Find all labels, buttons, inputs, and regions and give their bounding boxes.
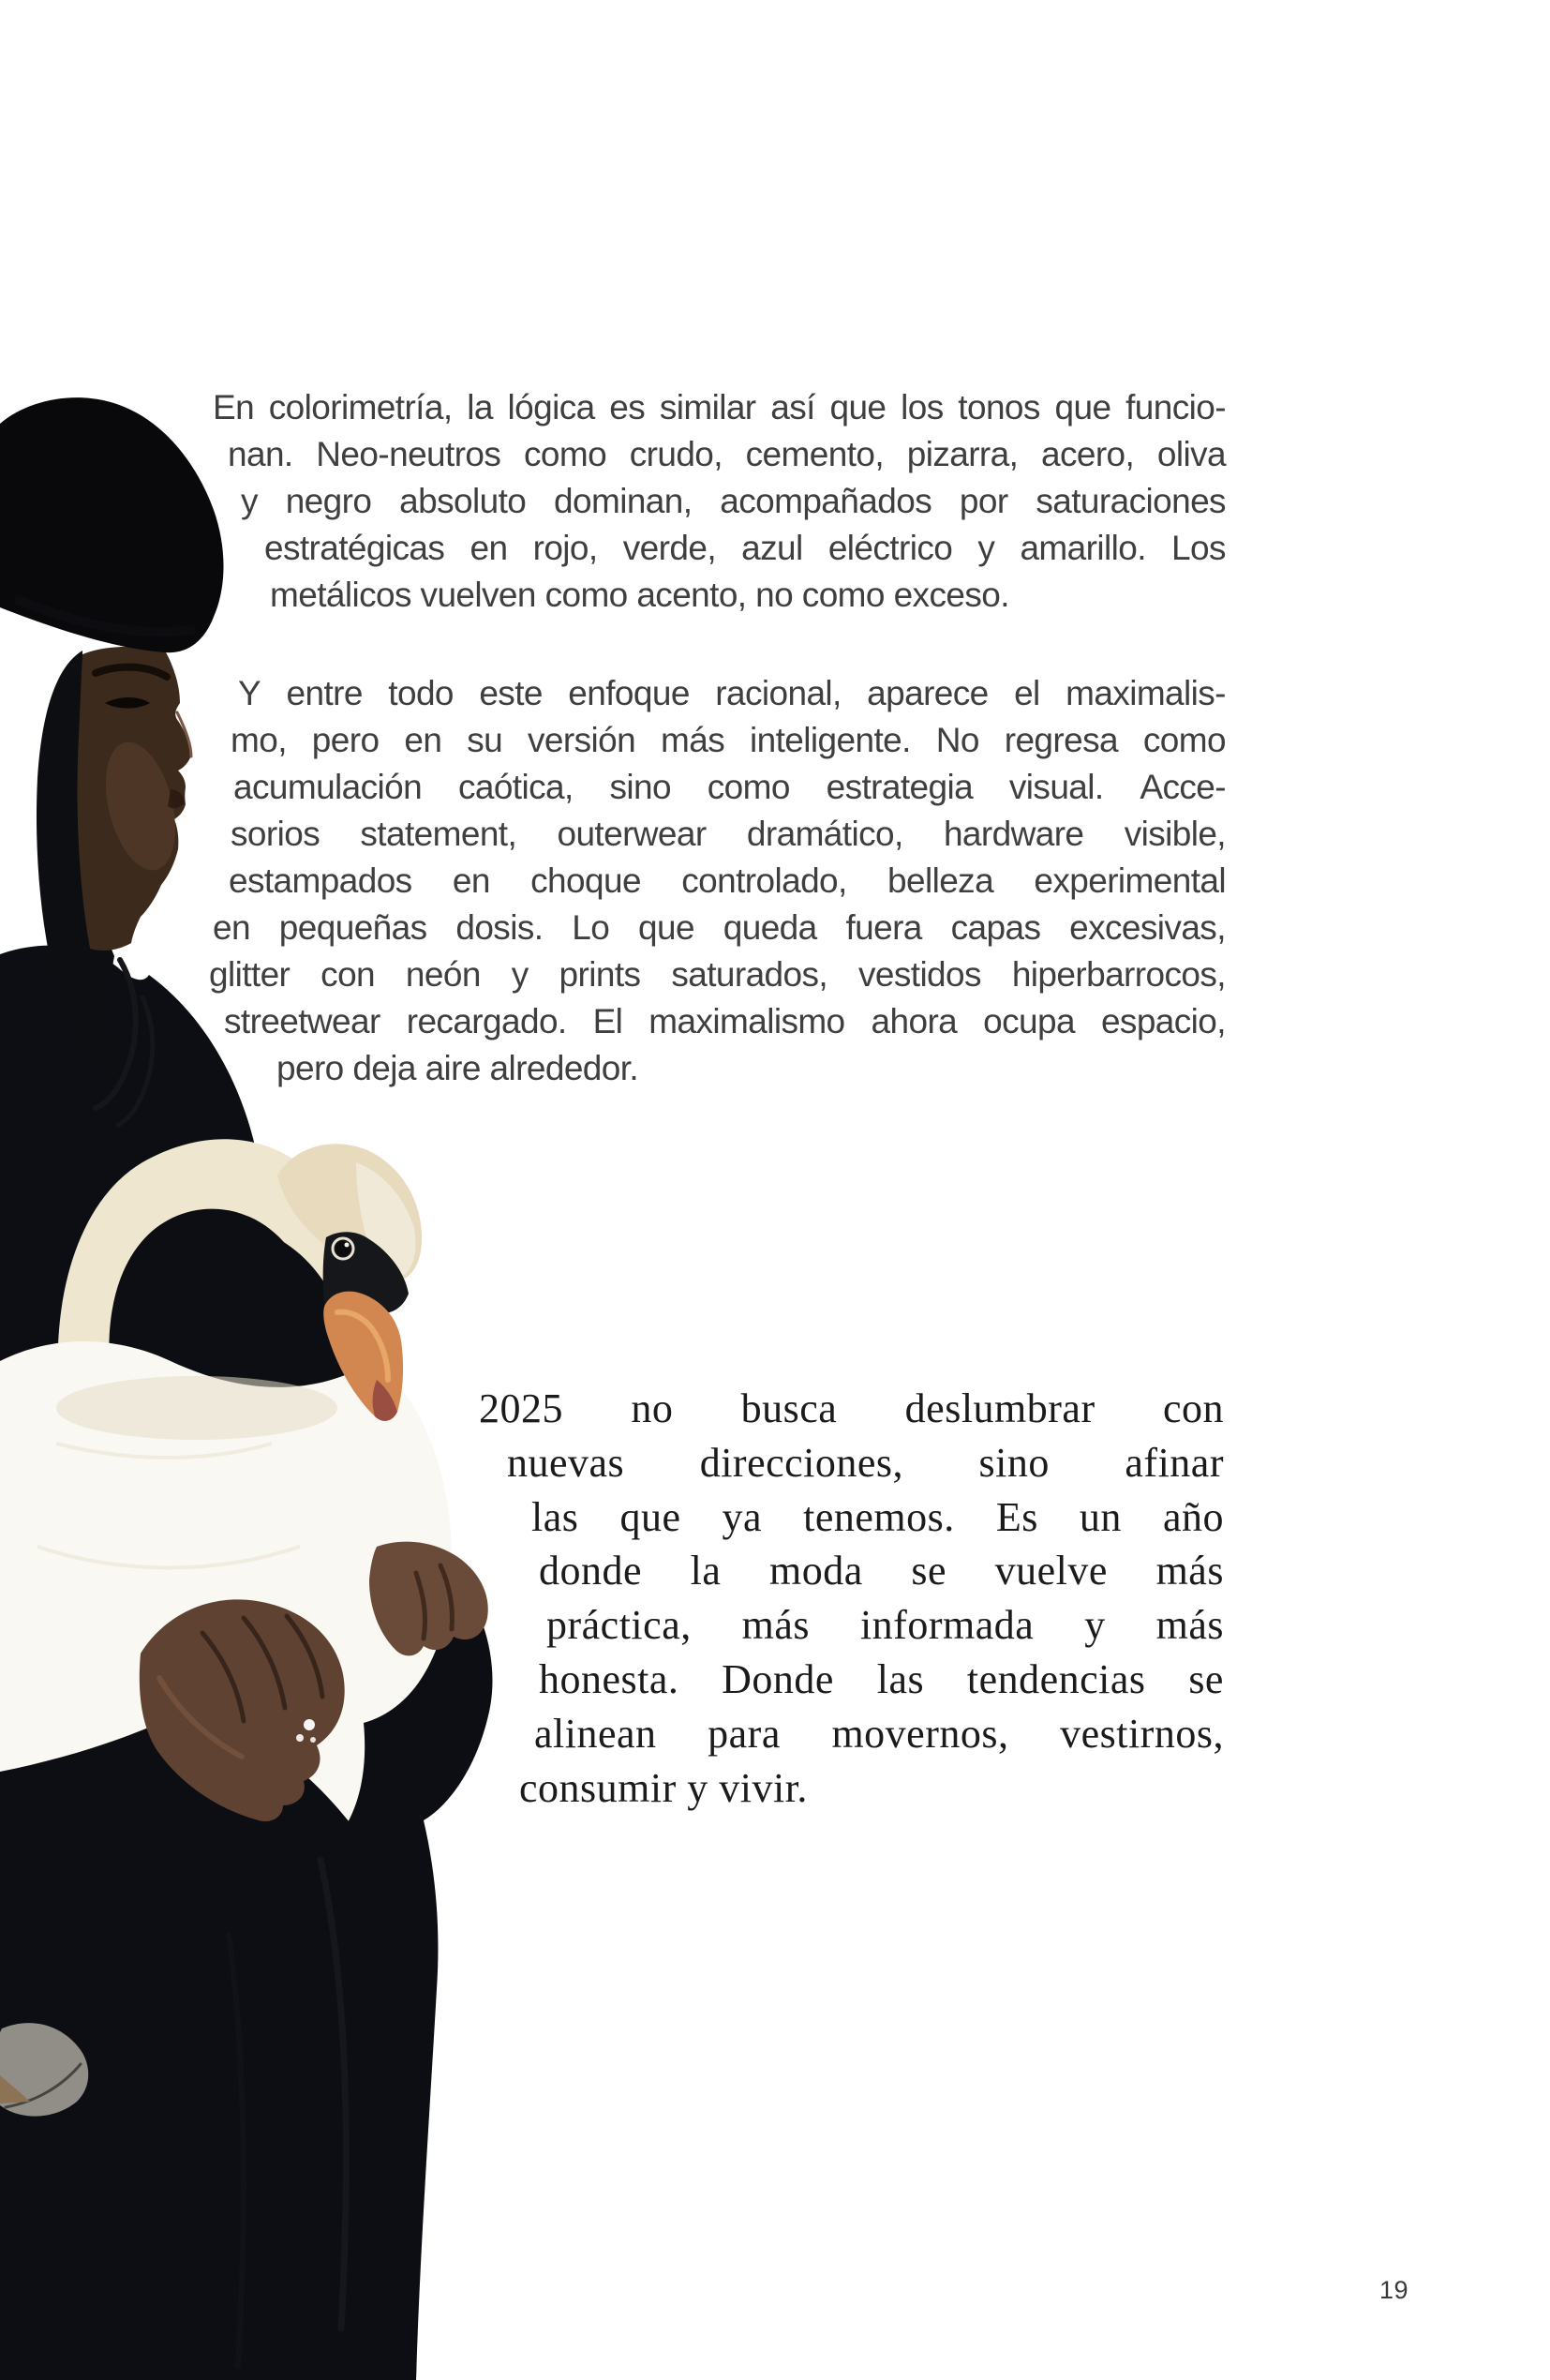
- swan-body-shadow: [56, 1376, 337, 1440]
- text-line: alinean para movernos, vestirnos,: [534, 1711, 1224, 1757]
- ring-sparkle: [310, 1737, 316, 1743]
- text-line: streetwear recargado. El maximalismo ahora ocupa espacio,: [224, 1002, 1226, 1040]
- text-line: estampados en choque controlado, belleza experimental: [229, 861, 1226, 900]
- text-line: pero deja aire alrededor.: [276, 1049, 639, 1087]
- text-line: 2025 no busca deslumbrar con: [479, 1385, 1224, 1431]
- text-line: donde la moda se vuelve más: [539, 1548, 1224, 1594]
- text-line: nan. Neo-neutros como crudo, cemento, pizarra, acero, oliva: [228, 435, 1226, 473]
- text-line: acumulación caótica, sino como estrategia visual. Acce-: [233, 768, 1226, 806]
- text-line: honesta. Donde las tendencias se: [539, 1656, 1224, 1702]
- text-line: consumir y vivir.: [519, 1765, 808, 1811]
- text-line: sorios statement, outerwear dramático, hardware visible,: [231, 815, 1226, 853]
- model-right-hand: [369, 1542, 488, 1656]
- text-line: nuevas direcciones, sino afinar: [507, 1440, 1224, 1486]
- text-line: Y entre todo este enfoque racional, aparece el maximalis-: [238, 674, 1226, 712]
- fur-hat: [0, 397, 224, 652]
- text-line: las que ya tenemos. Es un año: [531, 1494, 1224, 1540]
- text-line: en pequeñas dosis. Lo que queda fuera capas excesivas,: [213, 908, 1226, 947]
- text-line: práctica, más informada y más: [546, 1602, 1224, 1648]
- ring-sparkle: [304, 1719, 315, 1730]
- text-line: metálicos vuelven como acento, no como exceso.: [270, 576, 1009, 614]
- text-line: mo, pero en su versión más inteligente. No regresa como: [231, 721, 1226, 759]
- text-line: estratégicas en rojo, verde, azul eléctrico y amarillo. Los: [264, 529, 1226, 567]
- text-line: En colorimetría, la lógica es similar así que los tonos que funcio-: [213, 388, 1226, 427]
- ring-sparkle: [296, 1734, 304, 1742]
- text-line: glitter con neón y prints saturados, vestidos hiperbarrocos,: [209, 955, 1226, 994]
- swan-eye-glint: [345, 1243, 350, 1248]
- text-line: y negro absoluto dominan, acompañados por saturaciones: [241, 482, 1226, 520]
- page-number: 19: [1379, 2276, 1409, 2304]
